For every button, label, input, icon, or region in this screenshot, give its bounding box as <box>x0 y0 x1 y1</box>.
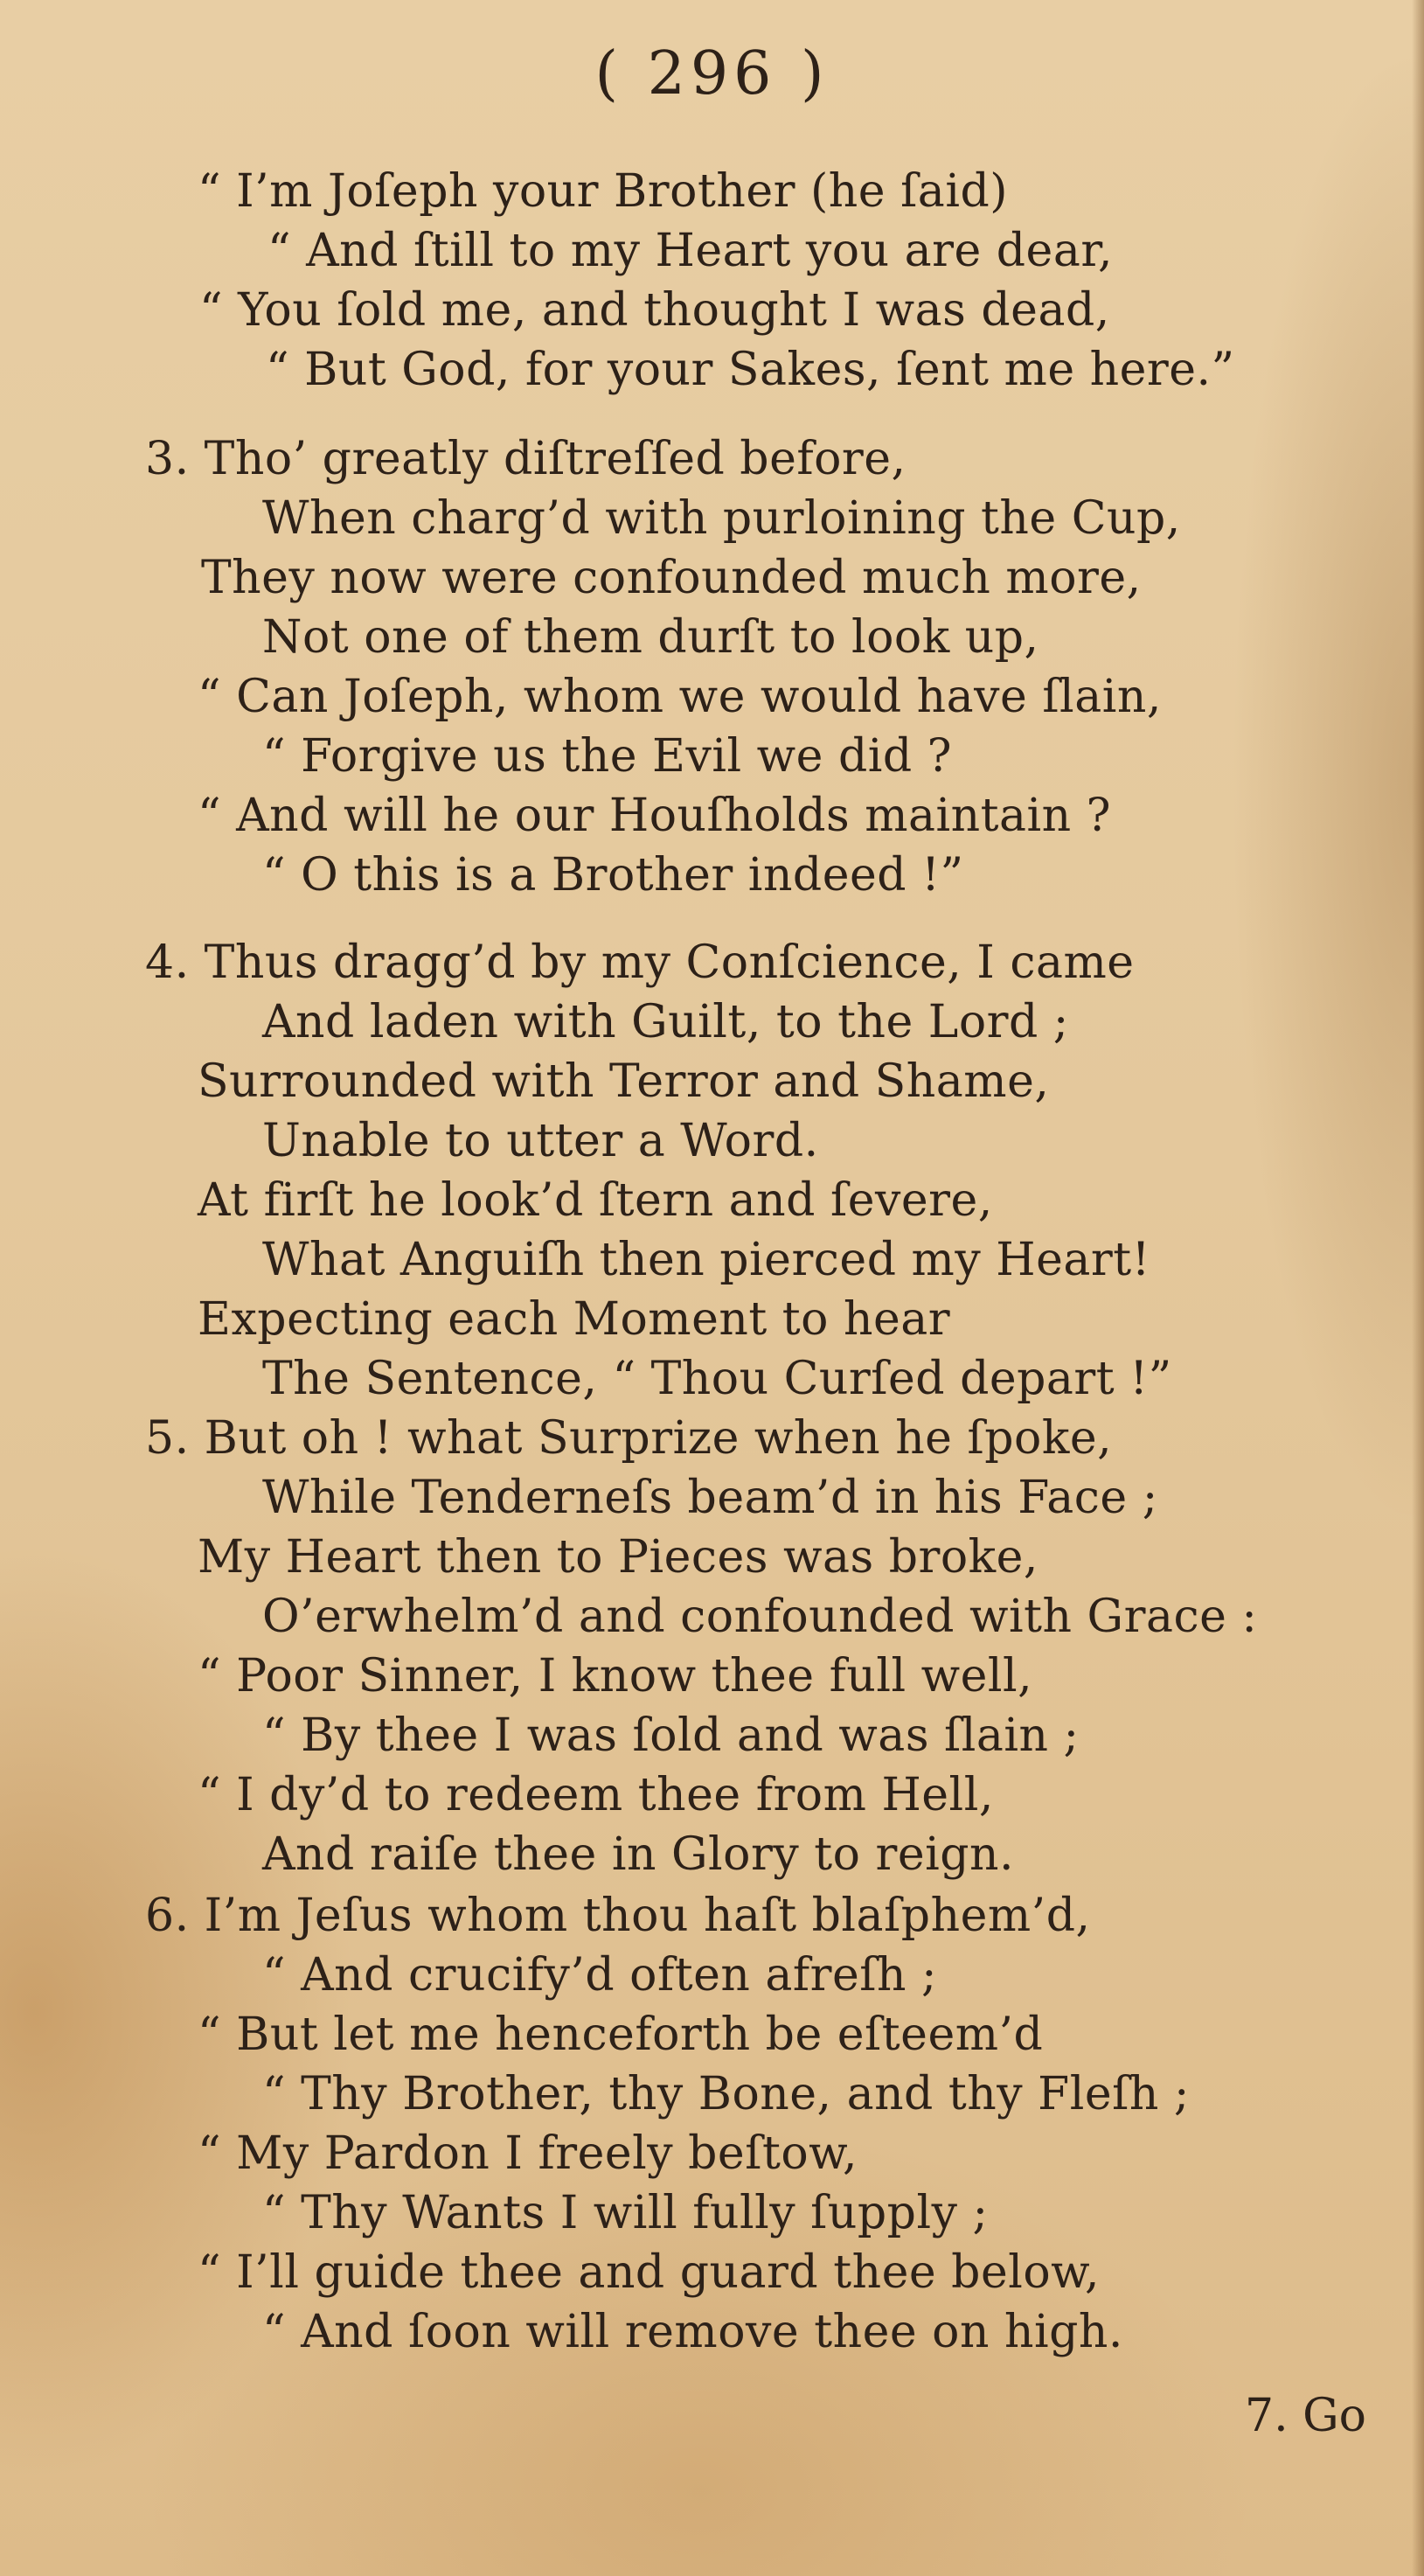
verse-line: “ I dy’d to redeem thee from Hell, <box>198 1769 994 1821</box>
verse-line: “ You ſold me, and thought I was dead, <box>199 284 1110 337</box>
verse-line: And raiſe thee in Glory to reign. <box>262 1828 1015 1881</box>
verse-line: Unable to utter a Word. <box>262 1115 819 1167</box>
verse-line: “ My Pardon I freely beſtow, <box>198 2127 858 2180</box>
verse-line: “ O this is a Brother indeed !” <box>262 849 964 902</box>
stanza-line: 3. Tho’ greatly diſtreſſed before, <box>145 433 906 485</box>
verse-line: “ But God, for your Sakes, ſent me here.” <box>266 344 1235 396</box>
verse-line: Not one of them durſt to look up, <box>262 611 1039 664</box>
verse-line: “ And will he our Houſholds maintain ? <box>198 790 1112 842</box>
verse-line: What Anguiſh then pierced my Heart! <box>262 1234 1151 1286</box>
verse-line: “ And crucify’d often afreſh ; <box>262 1949 938 2002</box>
verse-line: “ But let me henceforth be eſteem’d <box>198 2009 1044 2061</box>
verse-line: “ And ſtill to my Heart you are dear, <box>267 225 1113 277</box>
verse-line: Expecting each Moment to hear <box>198 1293 951 1346</box>
verse-line: “ Thy Brother, thy Bone, and thy Fleſh ; <box>262 2068 1190 2120</box>
stanza-line: 6. I’m Jeſus whom thou haſt blaſphem’d, <box>145 1890 1091 1942</box>
verse-line: “ Forgive us the Evil we did ? <box>262 730 953 783</box>
verse-line: At firſt he look’d ſtern and ſevere, <box>198 1174 993 1227</box>
page-edge-shadow <box>1412 0 1424 2576</box>
verse-line: While Tenderneſs beam’d in his Face ; <box>262 1472 1158 1524</box>
verse-line: “ I’ll guide thee and guard thee below, <box>198 2246 1101 2299</box>
verse-line: “ Can Joſeph, whom we would have ſlain, <box>198 671 1162 723</box>
verse-line: The Sentence, “ Thou Curſed depart !” <box>262 1353 1172 1405</box>
verse-line: “ By thee I was ſold and was ſlain ; <box>262 1709 1080 1762</box>
stanza-line: 4. Thus dragg’d by my Conſcience, I came <box>145 936 1135 989</box>
verse-line: Surrounded with Terror and Shame, <box>198 1055 1050 1108</box>
verse-line: “ Poor Sinner, I know thee full well, <box>198 1650 1033 1702</box>
catchword: 7. Go <box>1245 2390 1366 2442</box>
verse-line: My Heart then to Pieces was broke, <box>198 1531 1038 1584</box>
verse-line: “ Thy Wants I will fully ſupply ; <box>262 2187 989 2239</box>
stanza-line: 5. But oh ! what Surprize when he ſpoke, <box>145 1412 1113 1465</box>
page-number: ( 296 ) <box>594 39 830 108</box>
verse-line: “ I’m Joſeph your Brother (he ſaid) <box>198 165 1009 218</box>
verse-line: O’erwhelm’d and confounded with Grace : <box>262 1591 1258 1643</box>
verse-line: They now were confounded much more, <box>201 552 1142 604</box>
verse-line: “ And ſoon will remove thee on high. <box>262 2306 1123 2358</box>
verse-line: When charg’d with purloining the Cup, <box>262 492 1181 545</box>
verse-line: And laden with Guilt, to the Lord ; <box>262 996 1069 1048</box>
